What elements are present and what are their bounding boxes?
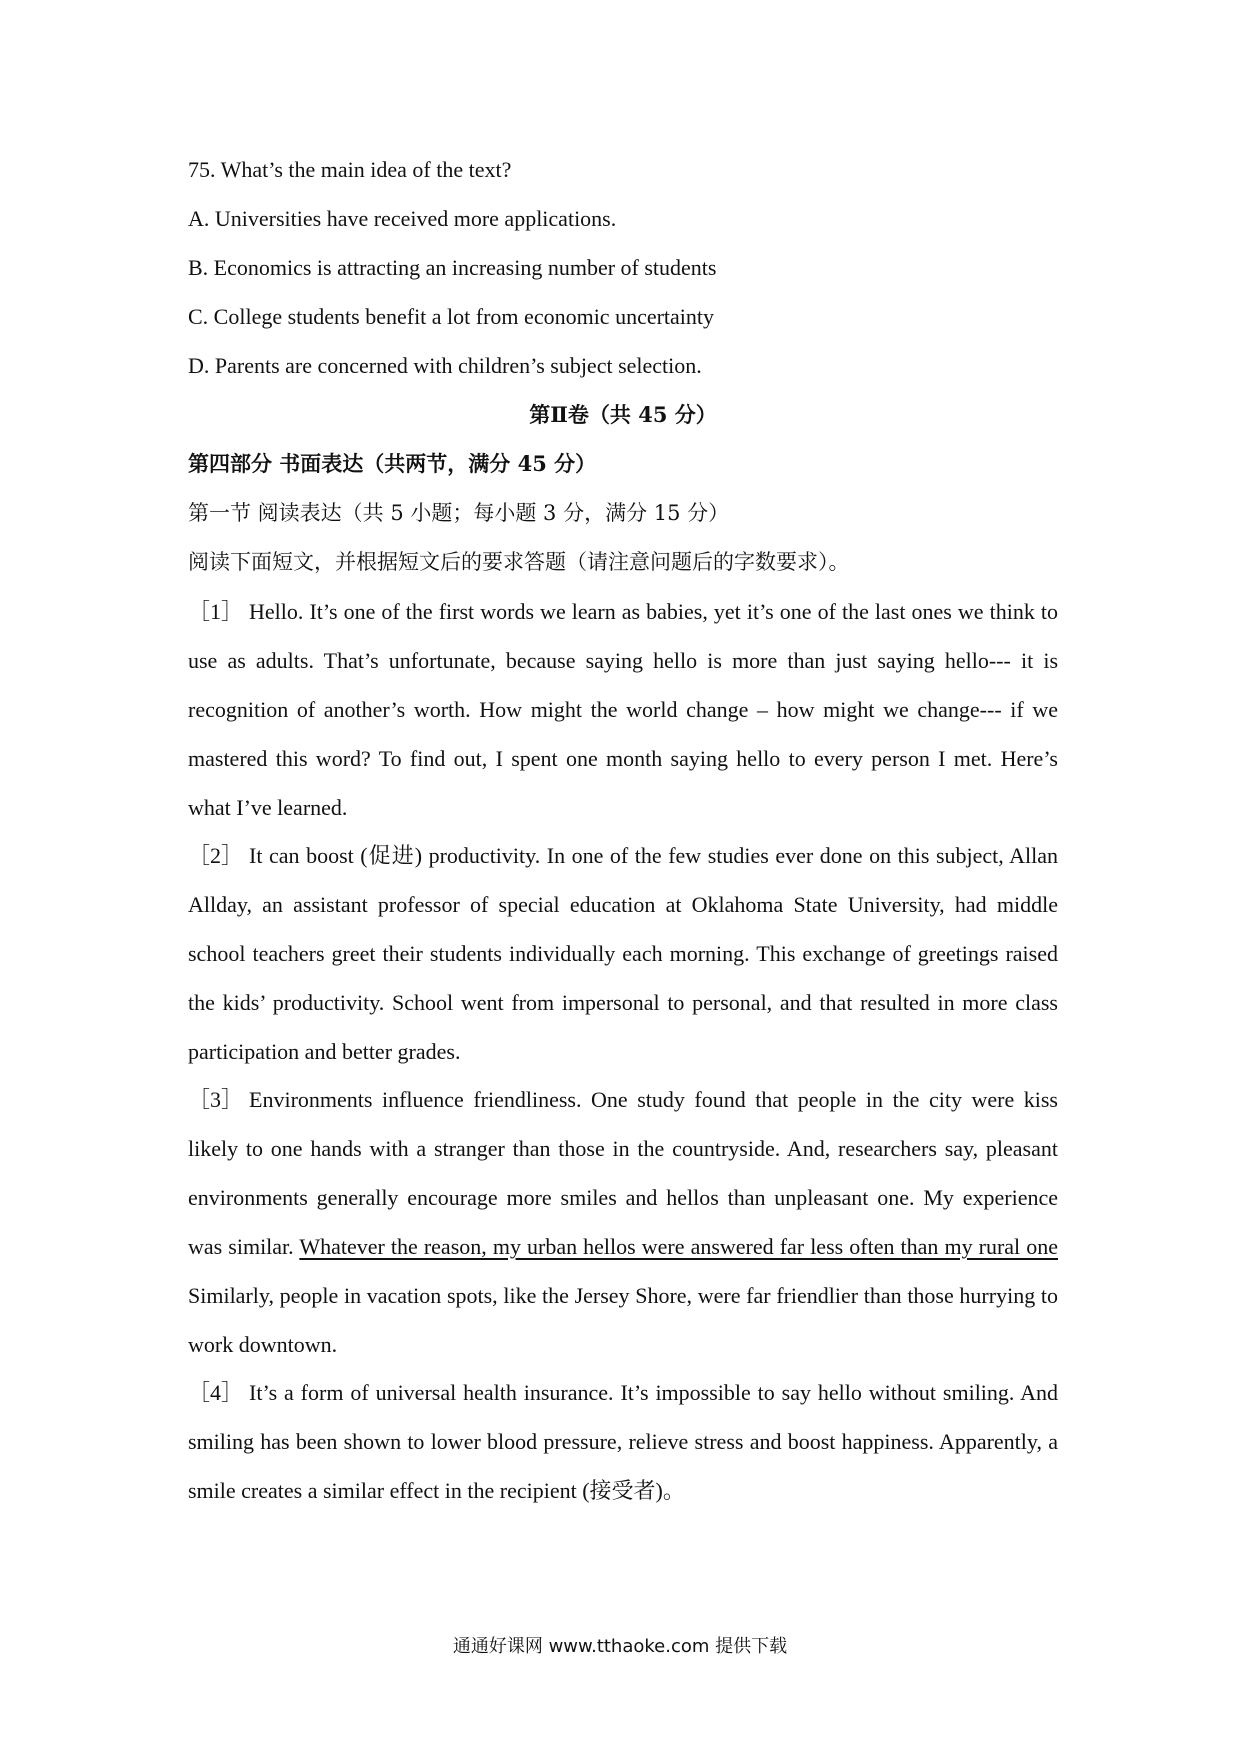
option-a: A. Universities have received more applications.: [188, 206, 617, 231]
subsection-title: 第一节 阅读表达（共 5 小题；每小题 3 分，满分 15 分）: [188, 501, 730, 525]
paragraph-text: Environments influence friendliness. One study found that people in the city were kiss likely to one hands with a stranger than those in the countryside. And, researchers say, pleasant environments generally encourage more smiles and hellos than unpleasant one. My experience was similar.: [188, 1087, 1058, 1259]
paragraph-number: ［4］: [188, 1380, 244, 1405]
paragraph-text: It’s a form of universal health insurance. It’s impossible to say hello without smiling. And smiling has been shown to lower blood pressure, relieve stress and boost happiness. Apparently, a smile creates a similar effect in the recipient (接受者)。: [188, 1380, 1058, 1503]
section-title: 第Ⅱ卷（共 45 分）: [529, 402, 717, 427]
exam-page: [188, 156, 1058, 1515]
paragraph-4: [188, 1368, 1058, 1515]
footer-watermark: 通通好课网 www.tthaoke.com 提供下载: [452, 1636, 788, 1657]
paragraph-number: ［3］: [188, 1087, 244, 1112]
underlined-sentence: Whatever the reason, my urban hellos were answered far less often than my rural one: [299, 1234, 1058, 1259]
paragraph-3: [188, 1075, 1058, 1369]
question-stem: 75. What’s the main idea of the text?: [188, 157, 512, 182]
instruction: 阅读下面短文，并根据短文后的要求答题（请注意问题后的字数要求）。: [188, 550, 850, 574]
paragraph-number: ［1］: [188, 599, 244, 624]
part-title: 第四部分 书面表达（共两节，满分 45 分）: [188, 451, 597, 476]
paragraph-1: [188, 587, 1058, 832]
paragraph-number: ［2］: [188, 843, 244, 868]
paragraph-text: Similarly, people in vacation spots, like the Jersey Shore, were far friendlier than those hurrying to work downtown.: [188, 1283, 1058, 1357]
paragraph-text: It can boost (促进) productivity. In one of the few studies ever done on this subject, Allan Allday, an assistant professor of special education at Oklahoma State University, had middle school teachers greet their students individually each morning. This exchange of greetings raised the kids’ productivity. School went from impersonal to personal, and that resulted in more class participation and better grades.: [188, 843, 1058, 1064]
paragraph-2: [188, 831, 1058, 1076]
option-d: D. Parents are concerned with children’s subject selection.: [188, 353, 702, 378]
paragraph-text: Hello. It’s one of the first words we learn as babies, yet it’s one of the last ones we think to use as adults. That’s unfortunate, because saying hello is more than just saying hello--- it is recognition of another’s worth. How might the world change – how might we change--- if we mastered this word? To find out, I spent one month saying hello to every person I met. Here’s what I’ve learned.: [188, 599, 1058, 820]
option-b: B. Economics is attracting an increasing number of students: [188, 255, 717, 280]
option-c: C. College students benefit a lot from economic uncertainty: [188, 304, 715, 329]
